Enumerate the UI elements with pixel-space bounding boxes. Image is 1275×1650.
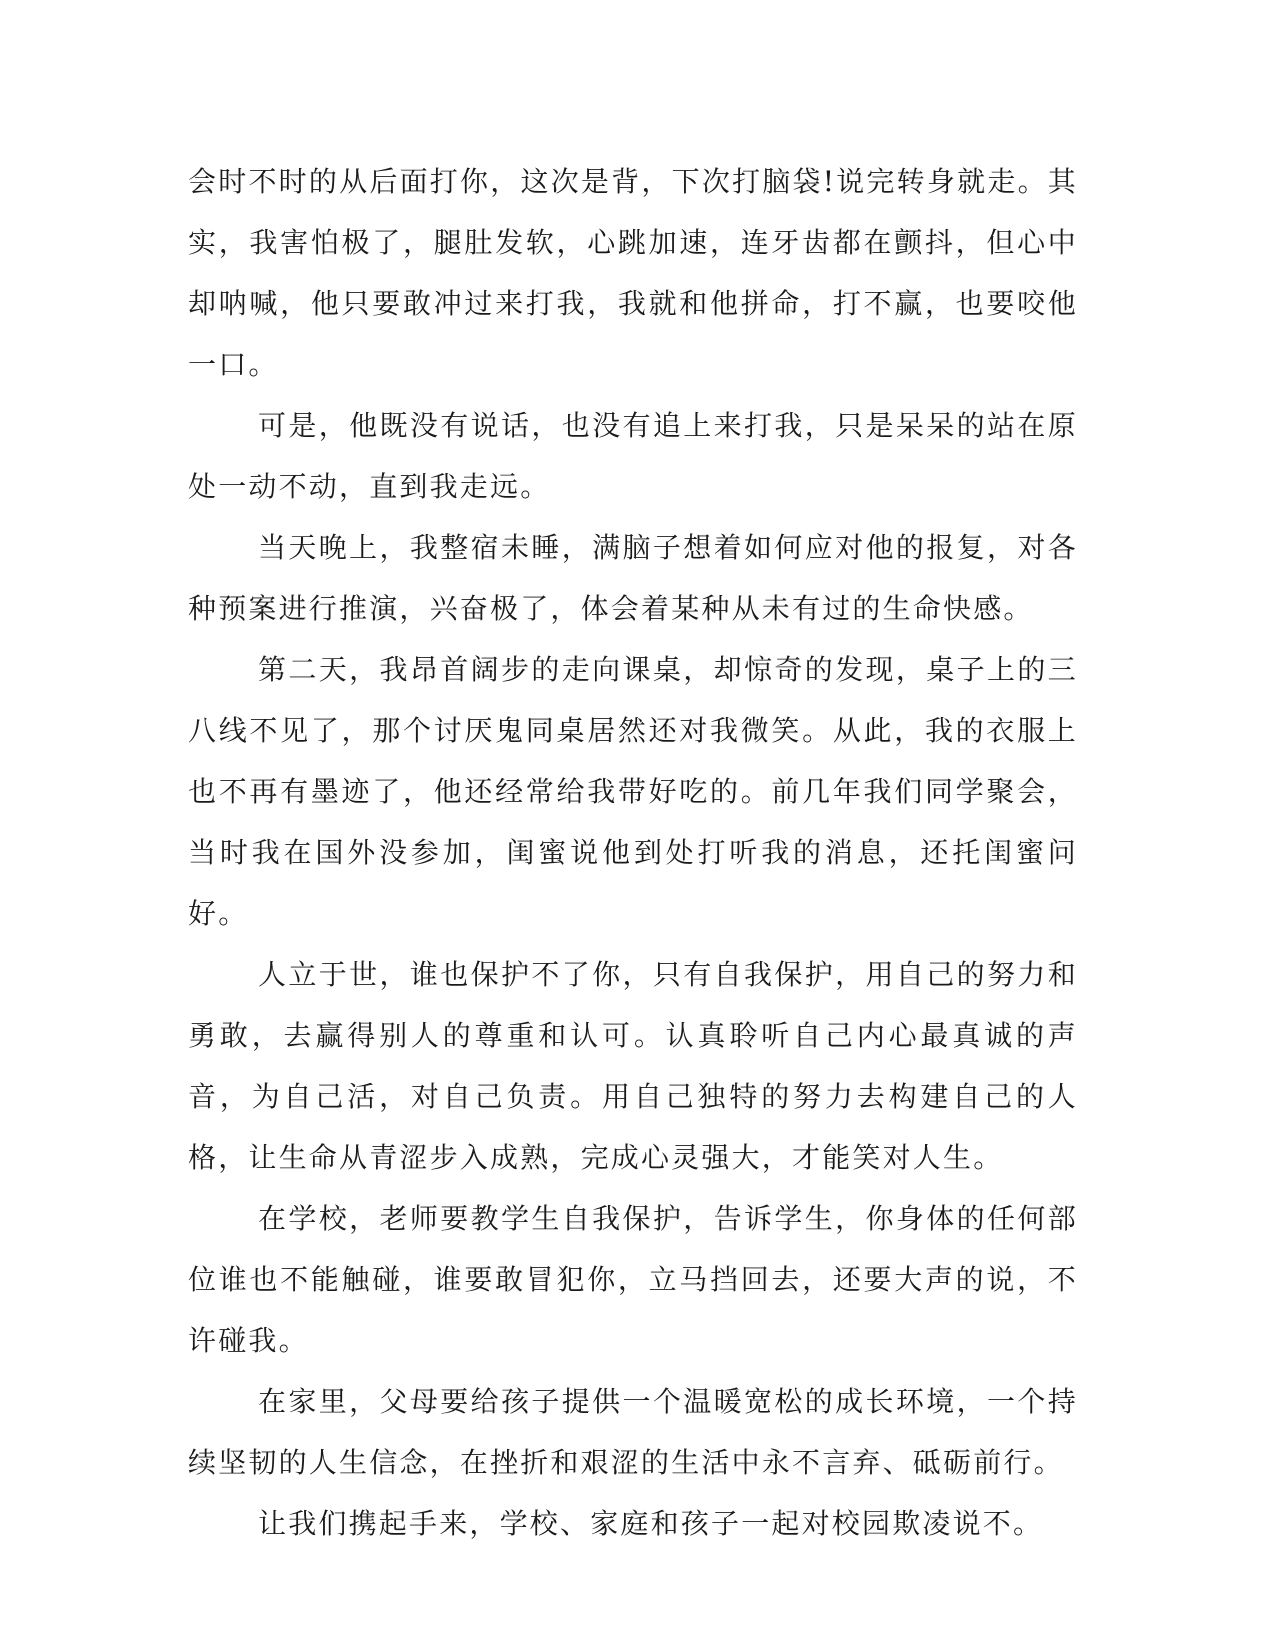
paragraph: 在学校，老师要教学生自我保护，告诉学生，你身体的任何部位谁也不能触碰，谁要敢冒犯你，立马挡回去，还要大声的说，不许碰我。 xyxy=(188,1202,1078,1357)
paragraph: 可是，他既没有说话，也没有追上来打我，只是呆呆的站在原处一动不动，直到我走远。 xyxy=(188,409,1078,503)
paragraph: 第二天，我昂首阔步的走向课桌，却惊奇的发现，桌子上的三八线不见了，那个讨厌鬼同桌居然还对我微笑。从此，我的衣服上也不再有墨迹了，他还经常给我带好吃的。前几年我们同学聚会，当时我在国外没参加，闺蜜说他到处打听我的消息，还托闺蜜问好。 xyxy=(188,653,1078,930)
paragraph: 当天晚上，我整宿未睡，满脑子想着如何应对他的报复，对各种预案进行推演，兴奋极了，体会着某种从未有过的生命快感。 xyxy=(188,531,1078,625)
paragraph-final: 让我们携起手来，学校、家庭和孩子一起对校园欺凌说不。 xyxy=(258,1507,1044,1540)
paragraph: 在家里，父母要给孩子提供一个温暖宽松的成长环境，一个持续坚韧的人生信念，在挫折和艰涩的生活中永不言弃、砥砺前行。 xyxy=(188,1385,1078,1479)
paragraph: 人立于世，谁也保护不了你，只有自我保护，用自己的努力和勇敢，去赢得别人的尊重和认可。认真聆听自己内心最真诚的声音，为自己活，对自己负责。用自己独特的努力去构建自己的人格，让生命从青涩步入成熟，完成心灵强大，才能笑对人生。 xyxy=(188,958,1078,1174)
document-body xyxy=(188,151,1078,1554)
paragraph-continued: 会时不时的从后面打你，这次是背，下次打脑袋!说完转身就走。其实，我害怕极了，腿肚发软，心跳加速，连牙齿都在颤抖，但心中却呐喊，他只要敢冲过来打我，我就和他拼命，打不赢，也要咬他一口。 xyxy=(188,165,1078,381)
